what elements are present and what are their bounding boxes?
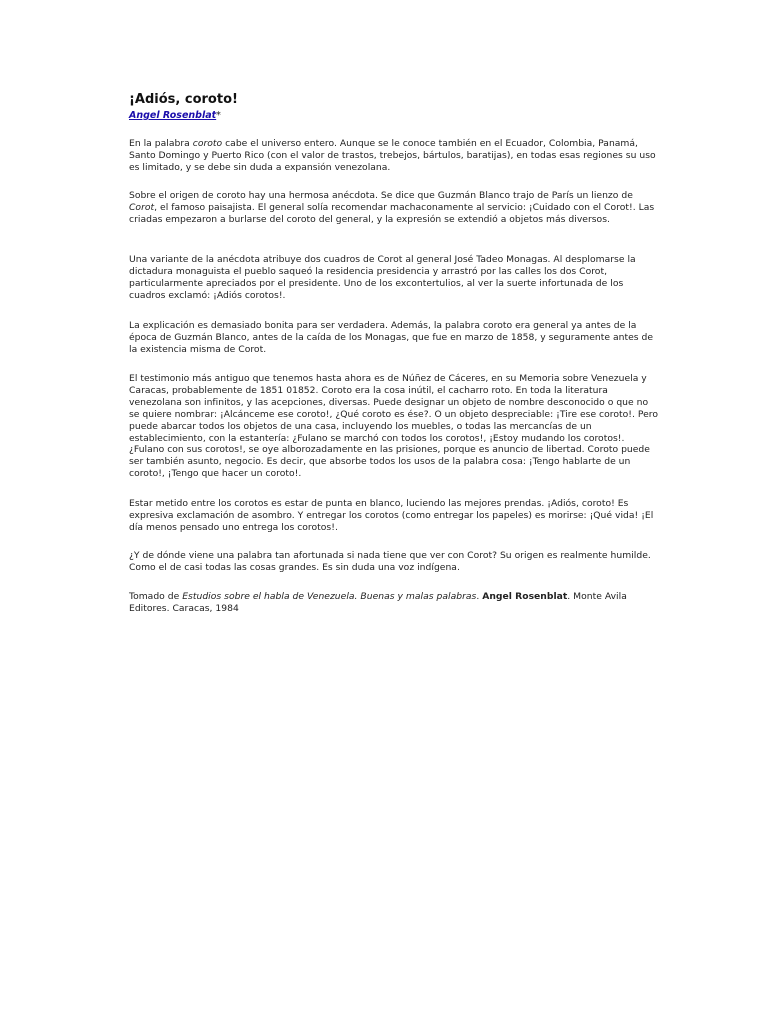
citation-book-title: Estudios sobre el habla de Venezuela. Buenas y malas palabras — [182, 591, 477, 602]
citation-text-c: . — [476, 591, 483, 602]
byline — [129, 109, 659, 122]
paragraph-1-text-c: cabe el universo entero. Aunque se le conoce también en el Ecuador, Colombia, Panamá, Santo Domingo y Puerto Rico (con el valor de trastos, trebejos, bártulos, baratijas), en todas esas regiones su uso es limitado, y se debe sin duda a expansión venezolana. — [129, 138, 656, 173]
paragraph-1 — [129, 138, 659, 174]
paragraph-1-text-a: En la palabra — [129, 138, 193, 149]
citation-publisher: . Monte Avila Editores. Caracas, 1984 — [129, 591, 627, 614]
paragraph-4: La explicación es demasiado bonita para ser verdadera. Además, la palabra coroto era general ya antes de la época de Guzmán Blanco, antes de la caída de los Monagas, que fue en marzo de 1858, y seguramente antes de la existencia misma de Corot. — [129, 320, 654, 355]
article — [129, 92, 659, 614]
paragraph-3: Una variante de la anécdota atribuye dos cuadros de Corot al general José Tadeo Monagas. Al desplomarse la dictadura monaguista el pueblo saqueó la residencia presidencia y arrastró por las calles los dos Corot, particularmente apreciados por el presidente. Uno de los excontertulios, al ver la suerte infortunada de los cuadros exclamó: ¡Adiós corotos!. — [129, 254, 636, 301]
paragraph-2-text-a: Sobre el origen de coroto hay una hermosa anécdota. Se dice que Guzmán Blanco trajo de París un lienzo de — [129, 190, 633, 201]
citation-text-a: Tomado de — [129, 591, 183, 602]
citation-author: Angel Rosenblat — [482, 591, 568, 602]
paragraph-7: ¿Y de dónde viene una palabra tan afortunada si nada tiene que ver con Corot? Su origen es realmente humilde. Como el de casi todas las cosas grandes. Es sin duda una voz indígena. — [129, 550, 651, 573]
source-citation — [129, 591, 659, 615]
article-title: ¡Adiós, coroto! — [129, 92, 238, 107]
paragraph-2 — [129, 190, 659, 226]
author-footnote-marker: * — [216, 110, 221, 121]
paragraph-6: Estar metido entre los corotos es estar de punta en blanco, luciendo las mejores prendas. ¡Adiós, coroto! Es expresiva exclamación de asombro. Y entregar los corotos (como entregar los papeles) es morirse: ¡Qué vida! ¡El día menos pensado uno entrega los corotos!. — [129, 498, 654, 533]
author-link[interactable]: Angel Rosenblat — [129, 110, 217, 121]
paragraph-5: El testimonio más antiguo que tenemos hasta ahora es de Núñez de Cáceres, en su Memoria sobre Venezuela y Caracas, probablemente de 1851 01852. Coroto era la cosa inútil, el cacharro roto. En toda la literatura venezolana son infinitos, y las acepciones, diversas. Puede designar un objeto de nombre desconocido o que no se quiere nombrar: ¡Alcánceme ese coroto!, ¿Qué coroto es ése?. O un objeto despreciable: ¡Tire ese coroto!. Pero puede abarcar todos los objetos de una casa, incluyendo los muebles, o todas las mercancías de un establecimiento, con la estantería: ¿Fulano se marchó con todos los corotos!, ¡Estoy mudando los corotos!. ¿Fulano con sus corotos!, se oye alborozadamente en las prisiones, porque es anuncio de libertad. Coroto puede ser también asunto, negocio. Es decir, que absorbe todos los usos de la palabra cosa: ¡Tengo hablarte de un coroto!, ¡Tengo que hacer un coroto!. — [129, 373, 658, 480]
paragraph-1-emphasis: coroto — [192, 138, 223, 149]
paragraph-2-text-c: , el famoso paisajista. El general solía recomendar machaconamente al servicio: ¡Cuidado con el Corot!. Las criadas empezaron a burlarse del coroto del general, y la expresión se extendió a objetos más diversos. — [129, 201, 655, 225]
paragraph-2-emphasis: Corot — [129, 201, 155, 213]
